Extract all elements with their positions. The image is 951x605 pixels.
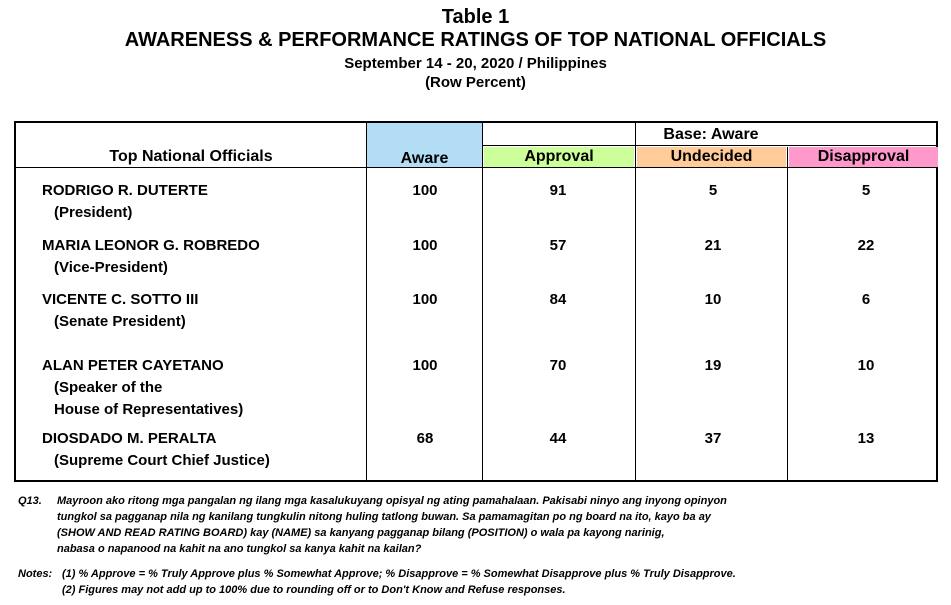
undecided-header: Undecided bbox=[637, 147, 786, 167]
disapproval-value: 5 bbox=[861, 182, 871, 199]
undecided-value: 37 bbox=[704, 430, 722, 447]
official-name: ALAN PETER CAYETANO bbox=[42, 357, 224, 374]
table-title: AWARENESS & PERFORMANCE RATINGS OF TOP NATIONAL OFFICIALS bbox=[124, 29, 827, 51]
disapproval-value: 22 bbox=[857, 237, 875, 254]
note-line: (2) Figures may not add up to 100% due to rounding off or to Don't Know and Refuse responses. bbox=[62, 584, 566, 596]
official-name: VICENTE C. SOTTO III bbox=[42, 291, 199, 308]
official-role: (Vice-President) bbox=[54, 259, 168, 276]
approval-value: 44 bbox=[549, 430, 567, 447]
question-line: nabasa o napanood na kahit na ano tungkol sa kanya kahit na kailan? bbox=[57, 543, 422, 555]
approval-value: 57 bbox=[549, 237, 567, 254]
official-name: RODRIGO R. DUTERTE bbox=[42, 182, 208, 199]
disapproval-value: 13 bbox=[857, 430, 875, 447]
undecided-value: 5 bbox=[708, 182, 718, 199]
undecided-value: 10 bbox=[704, 291, 722, 308]
official-role: (Speaker of the bbox=[54, 379, 163, 396]
official-name: MARIA LEONOR G. ROBREDO bbox=[42, 237, 260, 254]
date-place: September 14 - 20, 2020 / Philippines bbox=[344, 55, 607, 72]
table-number: Table 1 bbox=[441, 6, 510, 28]
aware-value: 68 bbox=[416, 430, 434, 447]
aware-value: 100 bbox=[412, 237, 438, 254]
question-line: (SHOW AND READ RATING BOARD) kay (NAME) sa kanyang pagganap bilang (POSITION) o wala pa kayong narinig, bbox=[57, 527, 665, 539]
note-line: (1) % Approve = % Truly Approve plus % Somewhat Approve; % Disapprove = % Somewhat Disapprove plus % Truly Disapprove. bbox=[62, 568, 736, 580]
officials-header: Top National Officials bbox=[109, 148, 273, 165]
approval-header: Approval bbox=[484, 147, 634, 167]
question-line: tungkol sa pagganap nila ng kanilang tungkulin nitong huling tatlong buwan. Sa pamamagitan po ng board na ito, kayo ba ay bbox=[57, 511, 711, 523]
official-role: House of Representatives) bbox=[54, 401, 244, 418]
official-role: (Senate President) bbox=[54, 313, 186, 330]
approval-value: 91 bbox=[549, 182, 567, 199]
aware-header: Aware bbox=[400, 150, 449, 167]
base-aware-header: Base: Aware bbox=[663, 126, 759, 143]
question-label: Q13. bbox=[18, 495, 42, 507]
disapproval-header: Disapproval bbox=[789, 147, 938, 167]
disapproval-value: 10 bbox=[857, 357, 875, 374]
undecided-value: 19 bbox=[704, 357, 722, 374]
official-name: DIOSDADO M. PERALTA bbox=[42, 430, 217, 447]
disapproval-value: 6 bbox=[861, 291, 871, 308]
approval-value: 84 bbox=[549, 291, 567, 308]
approval-value: 70 bbox=[549, 357, 567, 374]
ratings-table bbox=[14, 121, 938, 482]
official-role: (Supreme Court Chief Justice) bbox=[54, 452, 270, 469]
aware-value: 100 bbox=[412, 291, 438, 308]
undecided-value: 21 bbox=[704, 237, 722, 254]
title-block bbox=[0, 6, 951, 92]
aware-value: 100 bbox=[412, 357, 438, 374]
row-percent-note: (Row Percent) bbox=[425, 74, 526, 91]
question-line: Mayroon ako ritong mga pangalan ng ilang mga kasalukuyang opisyal ng ating pamahalaan. Pakisabi ninyo ang inyong opinyon bbox=[57, 495, 727, 507]
official-role: (President) bbox=[54, 204, 133, 221]
aware-value: 100 bbox=[412, 182, 438, 199]
notes-label: Notes: bbox=[18, 568, 53, 580]
